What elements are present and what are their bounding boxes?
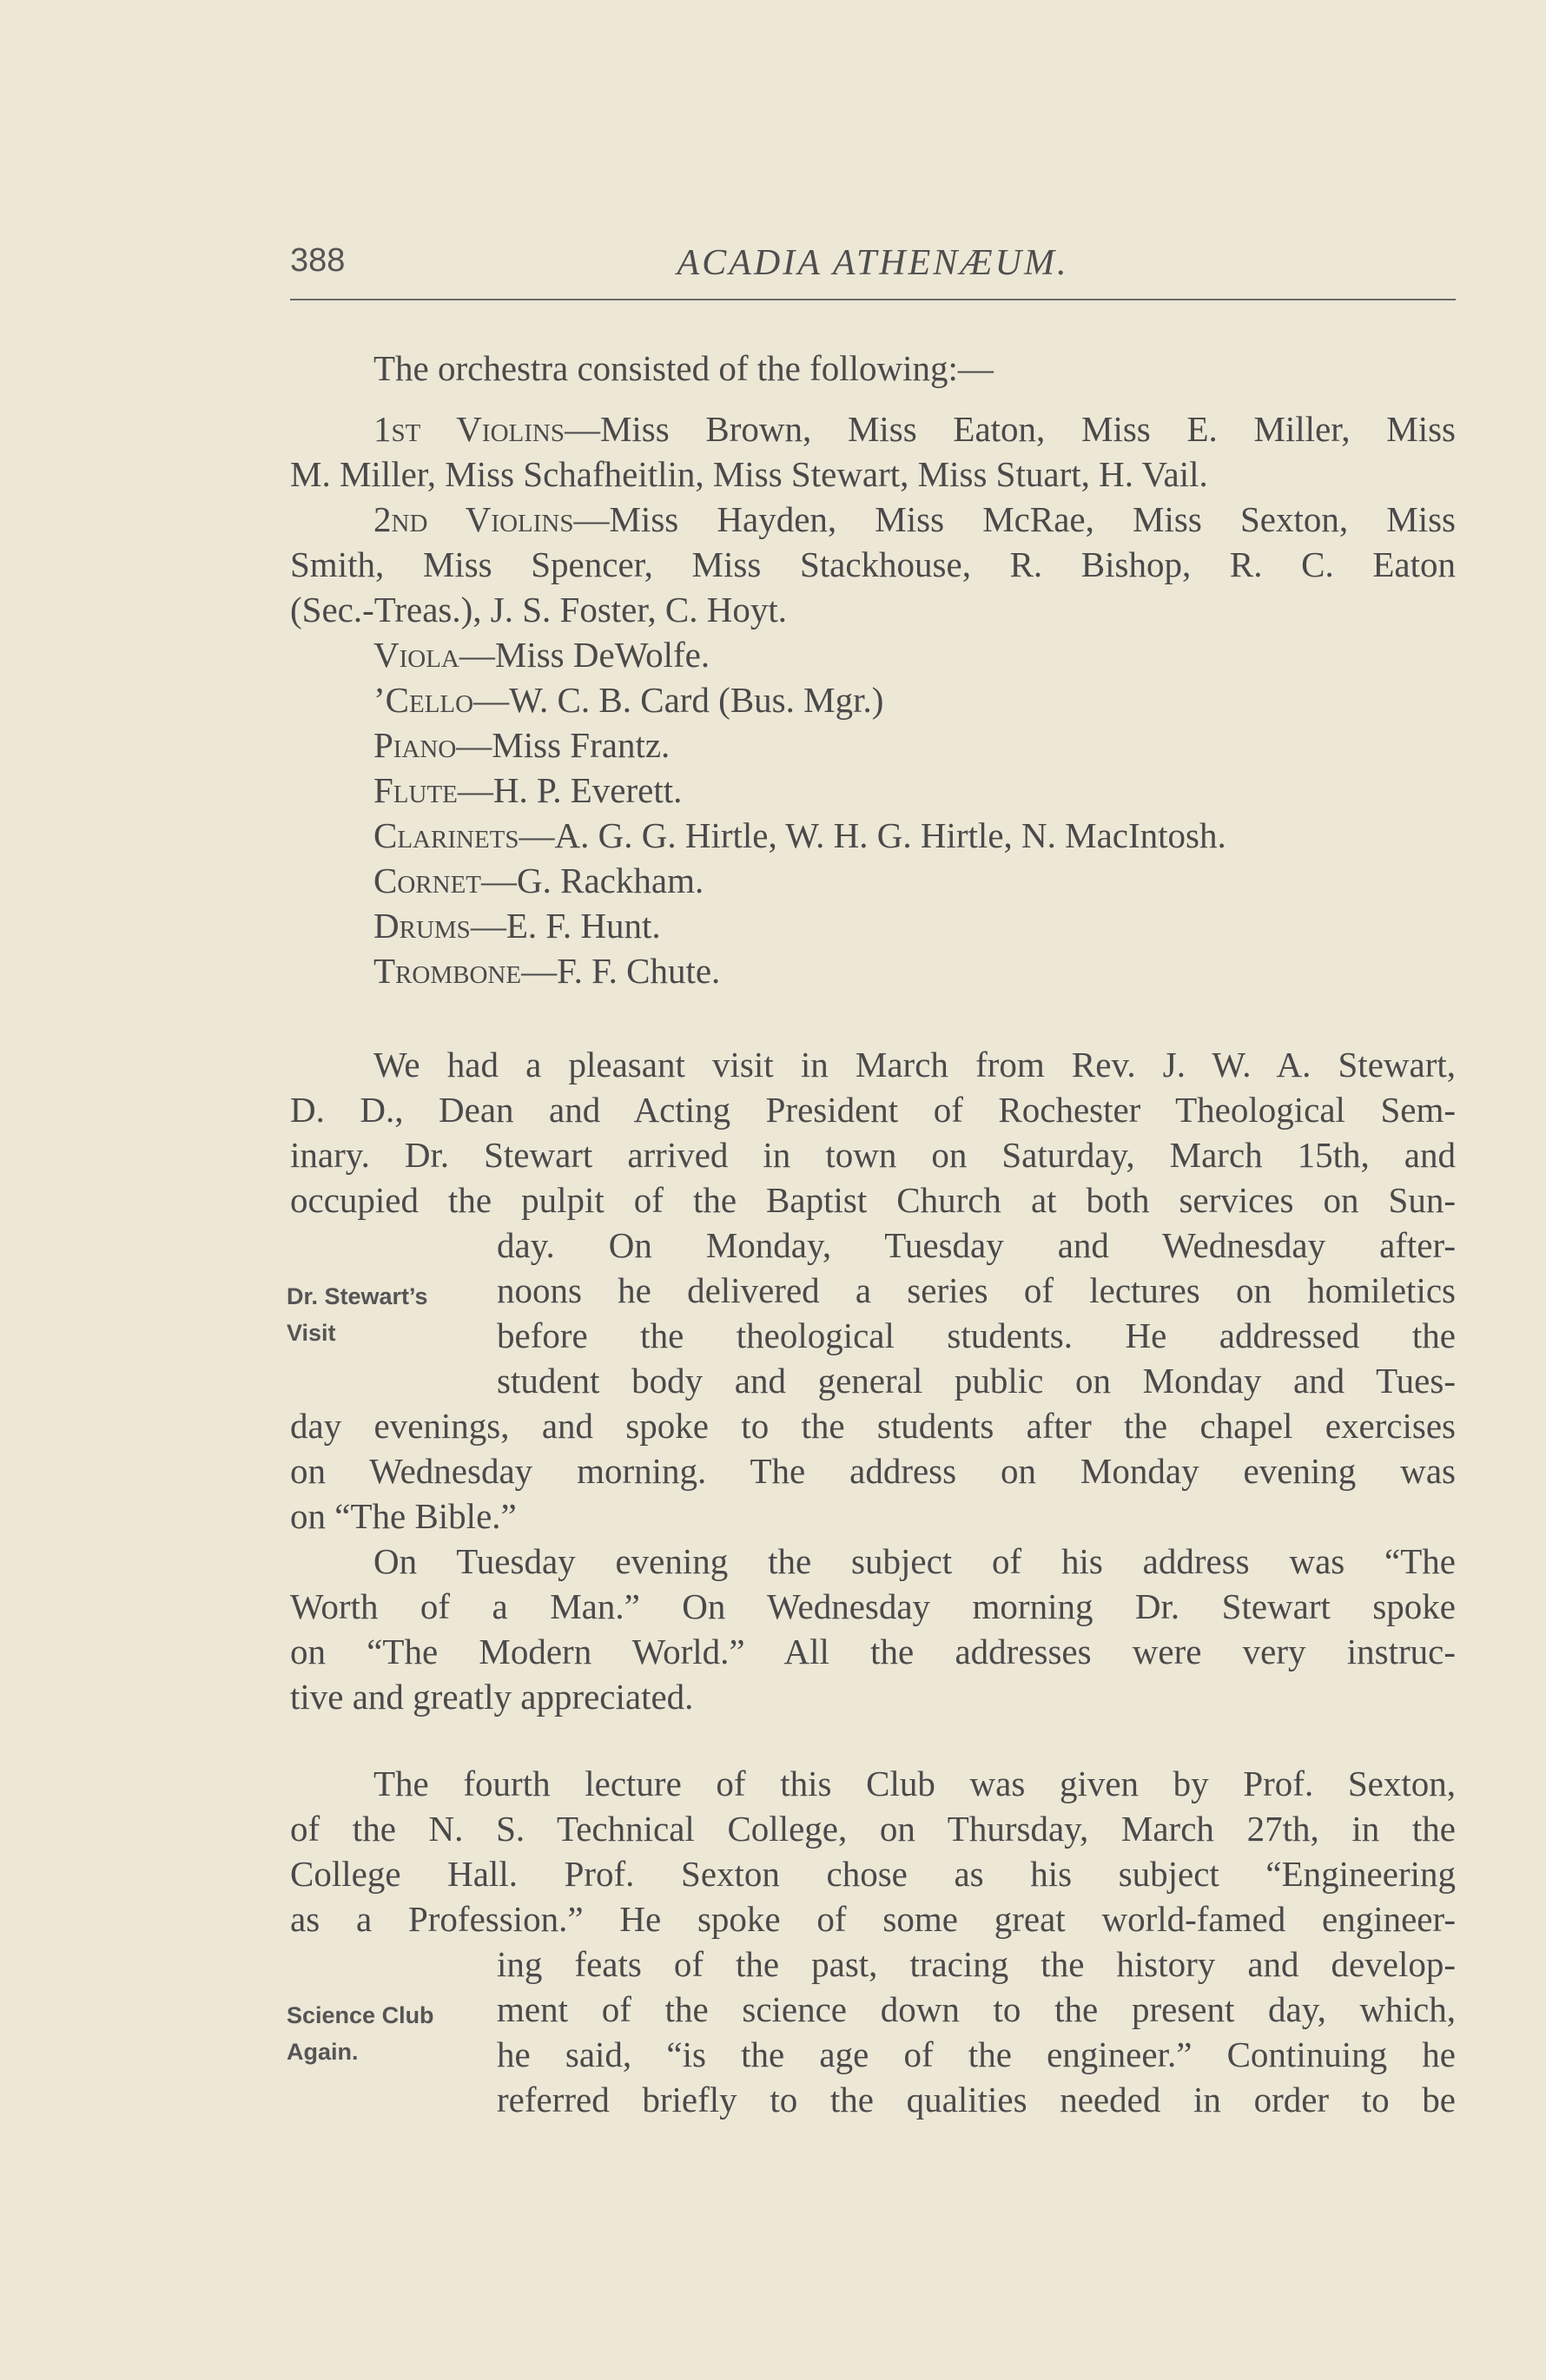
paragraph-line: on “The Bible.” <box>290 1496 517 1536</box>
flute-names: —H. P. Everett. <box>457 770 683 810</box>
first-violins-label: 1st Violins <box>373 409 565 449</box>
flute-line <box>373 768 682 813</box>
second-violins-names: —Miss Hayden, Miss McRae, Miss Sexton, Miss <box>573 499 1457 539</box>
paragraph-line: he said, “is the age of the engineer.” Continuing he <box>497 2034 1456 2074</box>
piano-names: —Miss Frantz. <box>456 725 671 765</box>
cello-label: ’Cello <box>373 680 474 720</box>
paragraph-line: Worth of a Man.” On Wednesday morning Dr. Stewart spoke <box>290 1586 1456 1626</box>
drums-label: Drums <box>373 906 471 946</box>
header-rule <box>290 299 1456 300</box>
cello-line <box>373 677 883 722</box>
paragraph-line: day evenings, and spoke to the students after the chapel exercises <box>290 1406 1456 1446</box>
paragraph-line: College Hall. Prof. Sexton chose as his subject “Engineering <box>290 1854 1456 1894</box>
cornet-names: —G. Rackham. <box>481 860 704 900</box>
side-note-stewart-1: Dr. Stewart’s <box>287 1283 428 1309</box>
paragraph-line: ment of the science down to the present day, which, <box>497 1989 1456 2029</box>
cornet-label: Cornet <box>373 860 482 900</box>
drums-line <box>373 903 661 948</box>
paragraph-line: on “The Modern World.” All the addresses were very instruc- <box>290 1632 1456 1671</box>
cello-names: —W. C. B. Card (Bus. Mgr.) <box>473 680 884 720</box>
paragraph-line: The fourth lecture of this Club was given by Prof. Sexton, <box>373 1764 1456 1803</box>
trombone-label: Trombone <box>373 951 522 991</box>
paragraph-line: D. D., Dean and Acting President of Rochester Theological Sem- <box>290 1090 1456 1130</box>
side-note-science-2: Again. <box>287 2039 359 2065</box>
page-number: 388 <box>290 242 346 279</box>
second-violins-line-3: (Sec.-Treas.), J. S. Foster, C. Hoyt. <box>290 590 787 630</box>
page-header <box>290 242 1456 282</box>
paragraph-line: referred briefly to the qualities needed in order to be <box>497 2080 1456 2120</box>
clarinets-label: Clarinets <box>373 815 519 855</box>
piano-line <box>373 722 670 768</box>
paragraph-line: ing feats of the past, tracing the history and develop- <box>497 1944 1456 1984</box>
paragraph-line: student body and general public on Monday and Tues- <box>497 1361 1456 1401</box>
first-violins-line-2: M. Miller, Miss Schafheitlin, Miss Stewart, Miss Stuart, H. Vail. <box>290 454 1208 494</box>
running-title: ACADIA ATHENÆUM. <box>677 243 1069 283</box>
clarinets-line <box>373 813 1226 858</box>
clarinets-names: —A. G. G. Hirtle, W. H. G. Hirtle, N. MacIntosh. <box>519 815 1226 855</box>
paragraph-line: tive and greatly appreciated. <box>290 1677 694 1717</box>
paragraph-line: On Tuesday evening the subject of his address was “The <box>373 1541 1456 1581</box>
flute-label: Flute <box>373 770 458 810</box>
cornet-line <box>373 858 704 903</box>
second-violins-label: 2nd Violins <box>373 499 574 539</box>
second-violins-line-2: Smith, Miss Spencer, Miss Stackhouse, R. Bishop, R. C. Eaton <box>290 544 1456 584</box>
paragraph-line: of the N. S. Technical College, on Thursday, March 27th, in the <box>290 1809 1456 1849</box>
viola-names: —Miss DeWolfe. <box>459 635 710 675</box>
paragraph-line: inary. Dr. Stewart arrived in town on Saturday, March 15th, and <box>290 1135 1456 1175</box>
paragraph-line: as a Profession.” He spoke of some great world-famed engineer- <box>290 1899 1456 1939</box>
orchestra-intro: The orchestra consisted of the following:— <box>373 348 994 388</box>
viola-line <box>373 632 710 677</box>
viola-label: Viola <box>373 635 459 675</box>
piano-label: Piano <box>373 725 457 765</box>
drums-names: —E. F. Hunt. <box>470 906 661 946</box>
paragraph-line: noons he delivered a series of lectures on homiletics <box>497 1270 1456 1310</box>
paragraph-line: We had a pleasant visit in March from Rev. J. W. A. Stewart, <box>373 1045 1456 1085</box>
first-violins-line <box>373 406 1456 452</box>
second-violins-line <box>373 497 1456 542</box>
side-note-stewart-2: Visit <box>287 1320 336 1346</box>
first-violins-names: —Miss Brown, Miss Eaton, Miss E. Miller, Miss <box>564 409 1456 449</box>
trombone-line <box>373 948 720 993</box>
paragraph-line: before the theological students. He addressed the <box>497 1315 1456 1355</box>
side-note-science-1: Science Club <box>287 2002 434 2028</box>
paragraph-line: day. On Monday, Tuesday and Wednesday after- <box>497 1225 1456 1265</box>
paragraph-line: on Wednesday morning. The address on Monday evening was <box>290 1451 1456 1491</box>
paragraph-line: occupied the pulpit of the Baptist Church at both services on Sun- <box>290 1180 1456 1220</box>
trombone-names: —F. F. Chute. <box>521 951 721 991</box>
